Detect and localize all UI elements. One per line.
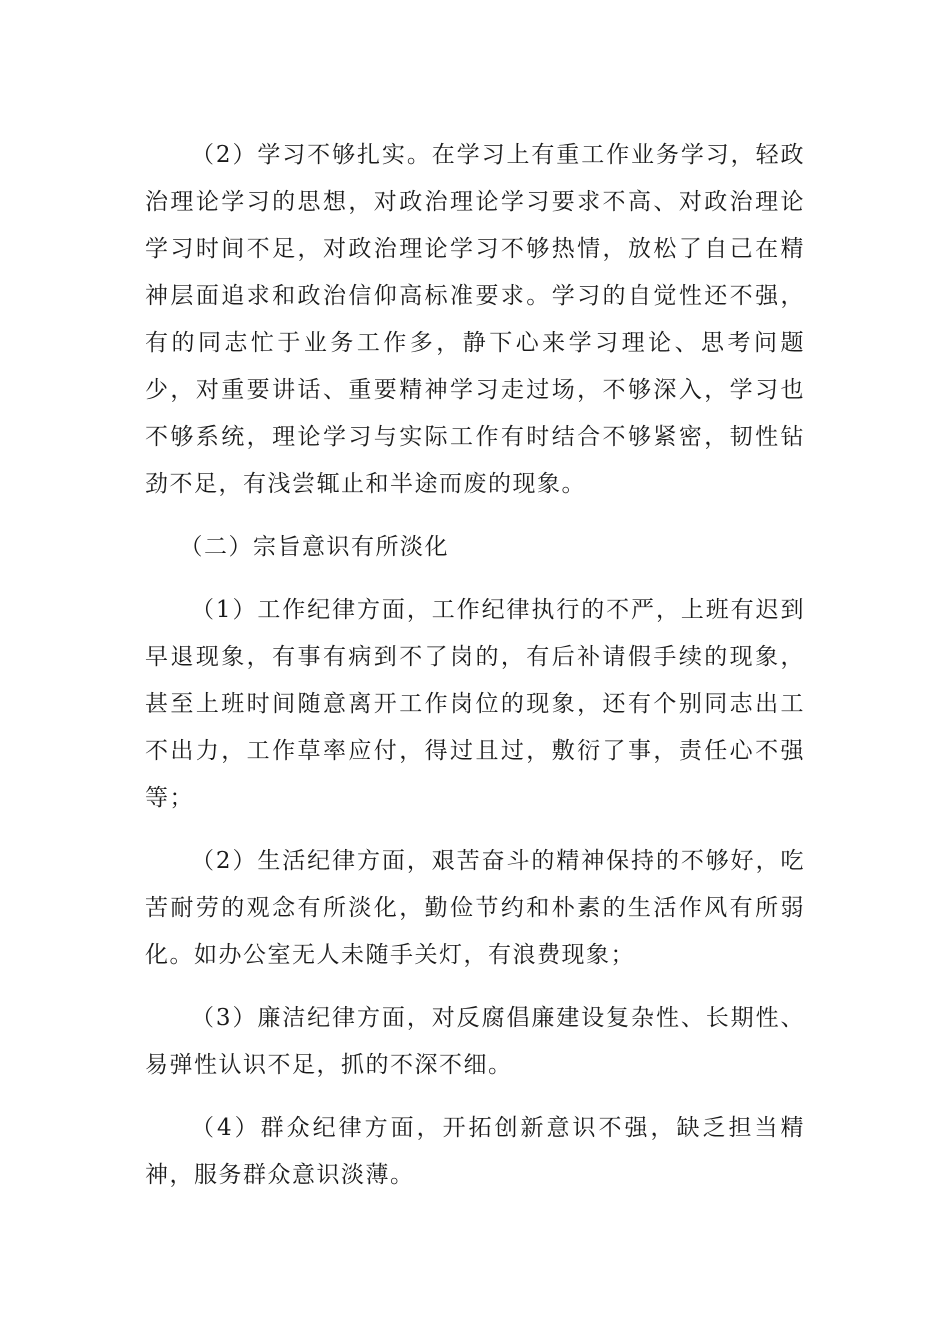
paragraph-integrity-discipline: （3）廉洁纪律方面，对反腐倡廉建设复杂性、长期性、易弹性认识不足，抓的不深不细。 (145, 1005, 805, 1078)
paragraph-study-not-solid: （2）学习不够扎实。在学习上有重工作业务学习，轻政治理论学习的思想，对政治理论学习要求不高、对政治理论学习时间不足，对政治理论学习不够热情，放松了自己在精神层面追求和政治信仰高标准要求。学习的自觉性还不强，有的同志忙于业务工作多，静下心来学习理论、思考问题少，对重要讲话、重要精神学习走过场，不够深入，学习也不够系统，理论学习与实际工作有时结合不够紧密，韧性钻劲不足，有浅尝辄止和半途而废的现象。 (145, 142, 805, 497)
paragraph-work-discipline: （1）工作纪律方面，工作纪律执行的不严，上班有迟到早退现象，有事有病到不了岗的，有后补请假手续的现象，甚至上班时间随意离开工作岗位的现象，还有个别同志出工不出力，工作草率应付，得过且过，敷衍了事，责任心不强等； (145, 597, 805, 811)
section-heading-purpose-awareness: （二）宗旨意识有所淡化 (179, 534, 449, 560)
paragraph-mass-discipline: （4）群众纪律方面，开拓创新意识不强，缺乏担当精神，服务群众意识淡薄。 (145, 1115, 805, 1188)
paragraph-life-discipline: （2）生活纪律方面，艰苦奋斗的精神保持的不够好，吃苦耐劳的观念有所淡化，勤俭节约和朴素的生活作风有所弱化。如办公室无人未随手关灯，有浪费现象； (145, 848, 805, 968)
document-body (145, 132, 805, 1199)
